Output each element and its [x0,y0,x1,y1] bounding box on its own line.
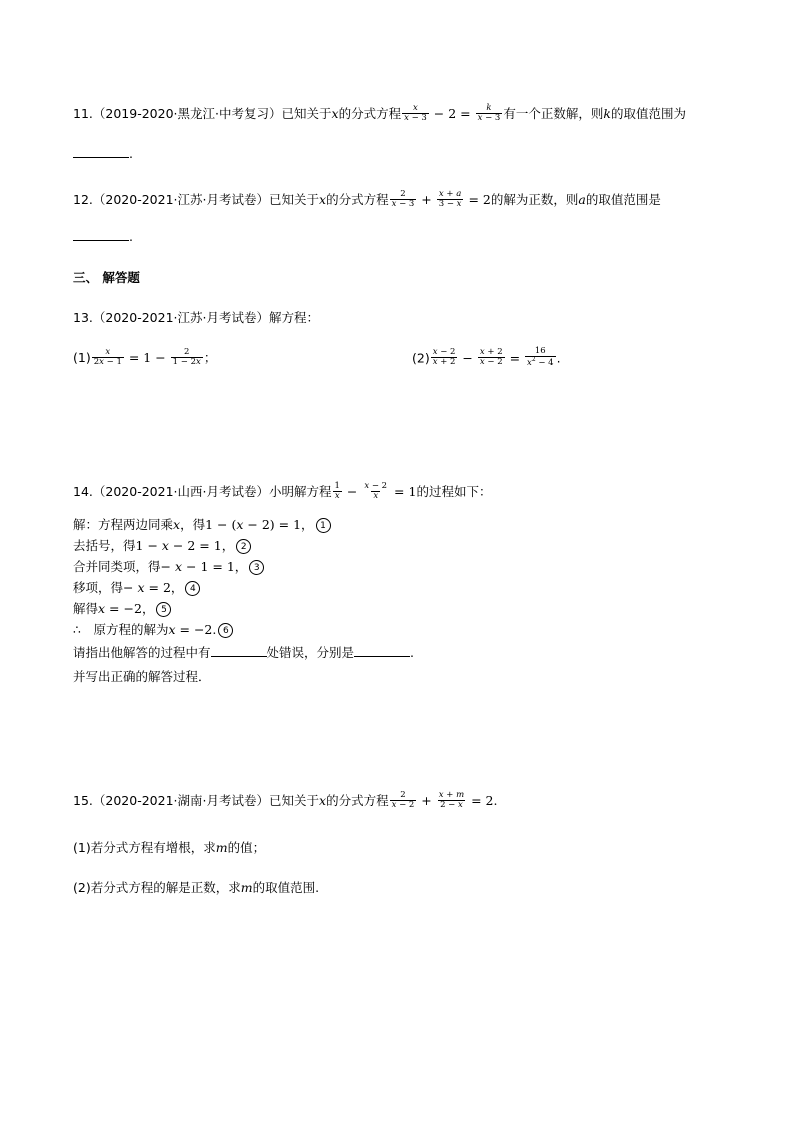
fraction: $\frac{k}{x - 3}$ [477,102,501,123]
blank[interactable] [73,145,129,158]
q13-part-1 [73,348,216,368]
math: − 2 = [429,106,475,121]
math: = 1 − [124,350,170,365]
q12-number: 12. [73,192,93,207]
step-text: ， [234,559,248,574]
step-text: 解得 [73,601,99,616]
q12-answer-blank[interactable] [73,228,133,244]
blank[interactable] [211,644,267,657]
q15-text: 的取值范围. [252,880,320,895]
q14-step-6 [73,620,233,638]
q13-part-2 [412,348,561,370]
q13-number: 13. [73,310,93,325]
q12-text: 的分式方程 [326,192,389,207]
q11-answer-blank[interactable] [73,145,133,161]
ask-text: 处错误，分别是 [266,645,355,660]
fraction: $\frac{2}{1 - 2x}$ [172,346,201,367]
q11-text: 已知关于 [281,106,332,121]
var-x: x [173,517,181,532]
fraction: $\frac{x + m}{2 - x}$ [438,789,465,810]
question-12 [73,190,661,210]
q15-text: 已知关于 [268,793,319,808]
fraction: $\frac{2}{x - 2}$ [391,789,415,810]
fraction: $\frac{x - 2}{x}$ [364,480,388,501]
q13-source: （2020-2021·江苏·月考试卷） [92,310,269,325]
punct: ； [203,350,217,365]
step-text: ， [301,517,314,532]
q14-text: 的过程如下： [416,484,492,499]
fraction: $\frac{2}{x - 3}$ [391,188,415,209]
q11-text: 的取值范围为 [610,106,686,121]
fraction: $\frac{16}{x^2 - 4}$ [527,346,554,369]
q15-text: 的分式方程 [326,793,389,808]
math: − x = 2 [123,580,171,595]
q11-number: 11. [73,106,93,121]
circled-number: 6 [218,623,233,638]
fraction: $\frac{x + a}{3 - x}$ [438,188,462,209]
q12-text: 已知关于 [268,192,319,207]
step-text: 解：方程两边同乘 [73,517,174,532]
circled-number: 2 [236,539,251,554]
var-k: k [603,106,611,121]
q12-text: 的取值范围是 [585,192,661,207]
fraction: $\frac{x}{2x - 1}$ [93,346,122,367]
step-text: 合并同类项，得 [73,559,161,574]
q14-ask-2: 并写出正确的解答过程． [73,669,211,684]
blank[interactable] [73,228,129,241]
math: = 2. [467,793,498,808]
q14-step-3 [73,557,264,575]
q15-part-1 [73,838,265,856]
question-14 [73,482,491,502]
q14-step-2 [73,536,251,554]
math: 1 − x − 2 = 1 [135,538,222,553]
q14-step-4 [73,578,200,596]
math: x = −2. [168,622,217,637]
var-x: x [319,793,327,808]
circled-number: 5 [156,602,171,617]
q12-end: . [129,229,133,244]
math: + [417,192,436,207]
fraction: $\frac{x - 2}{x + 2}$ [432,346,456,368]
q14-text: 小明解方程 [268,484,332,499]
q15-text: (1)若分式方程有增根，求 [73,840,216,855]
q11-text: 的分式方程 [338,106,402,121]
q13-text: 解方程： [268,310,319,325]
math: x = −2 [98,601,142,616]
var-x: x [331,106,339,121]
var-a: a [578,192,586,207]
math: = 1 [390,484,417,499]
step-text: ， [170,580,184,595]
step-text: ∴ 原方程的解为 [73,622,169,637]
q11-text: 有一个正数解，则 [503,106,604,121]
q14-step-5 [73,599,171,617]
question-13 [73,308,319,326]
math: − [458,350,477,366]
q12-source: （2020-2021·江苏·月考试卷） [92,192,269,207]
q11-end: . [129,146,133,161]
step-text: ， [221,538,235,553]
fraction: $\frac{1}{x}$ [334,480,340,501]
question-11 [73,104,686,124]
var-m: m [240,880,253,895]
math: = 2 [464,192,491,207]
math: 1 − (x − 2) = 1 [205,517,302,532]
fraction: $\frac{x}{x - 3}$ [404,102,427,123]
q15-part-2 [73,878,319,896]
q15-source: （2020-2021·湖南·月考试卷） [92,793,269,808]
section-title: 三、 解答题 [73,270,140,285]
question-15 [73,791,497,811]
q14-number: 14. [73,484,93,499]
punct: . [556,350,561,366]
step-text: 移项，得 [73,580,124,595]
step-text: ，得 [180,517,206,532]
q11-source: （2019-2020·黑龙江·中考复习） [92,106,282,121]
q13-p2-label: (2) [412,350,430,366]
math: − x − 1 = 1 [160,559,235,574]
step-text: 去括号，得 [73,538,136,553]
ask-text: 请指出他解答的过程中有 [73,645,211,660]
var-m: m [215,840,228,855]
q15-number: 15. [73,793,93,808]
step-text: ， [141,601,155,616]
math: = [505,350,525,366]
blank[interactable] [354,644,410,657]
circled-number: 4 [185,581,200,596]
math: − [342,484,362,499]
q15-text: (2)若分式方程的解是正数，求 [73,880,241,895]
q14-source: （2020-2021·山西·月考试卷） [92,484,269,499]
circled-number: 3 [249,560,264,575]
q14-step-1 [73,515,331,533]
q12-text: 的解为正数，则 [490,192,579,207]
circled-number: 1 [316,518,331,533]
ask-text: . [410,645,415,660]
q14-ask [73,643,414,661]
math: + [417,793,436,808]
q15-text: 的值； [227,840,266,855]
fraction: $\frac{x + 2}{x - 2}$ [479,346,503,368]
q13-p1-label: (1) [73,350,91,365]
var-x: x [319,192,327,207]
